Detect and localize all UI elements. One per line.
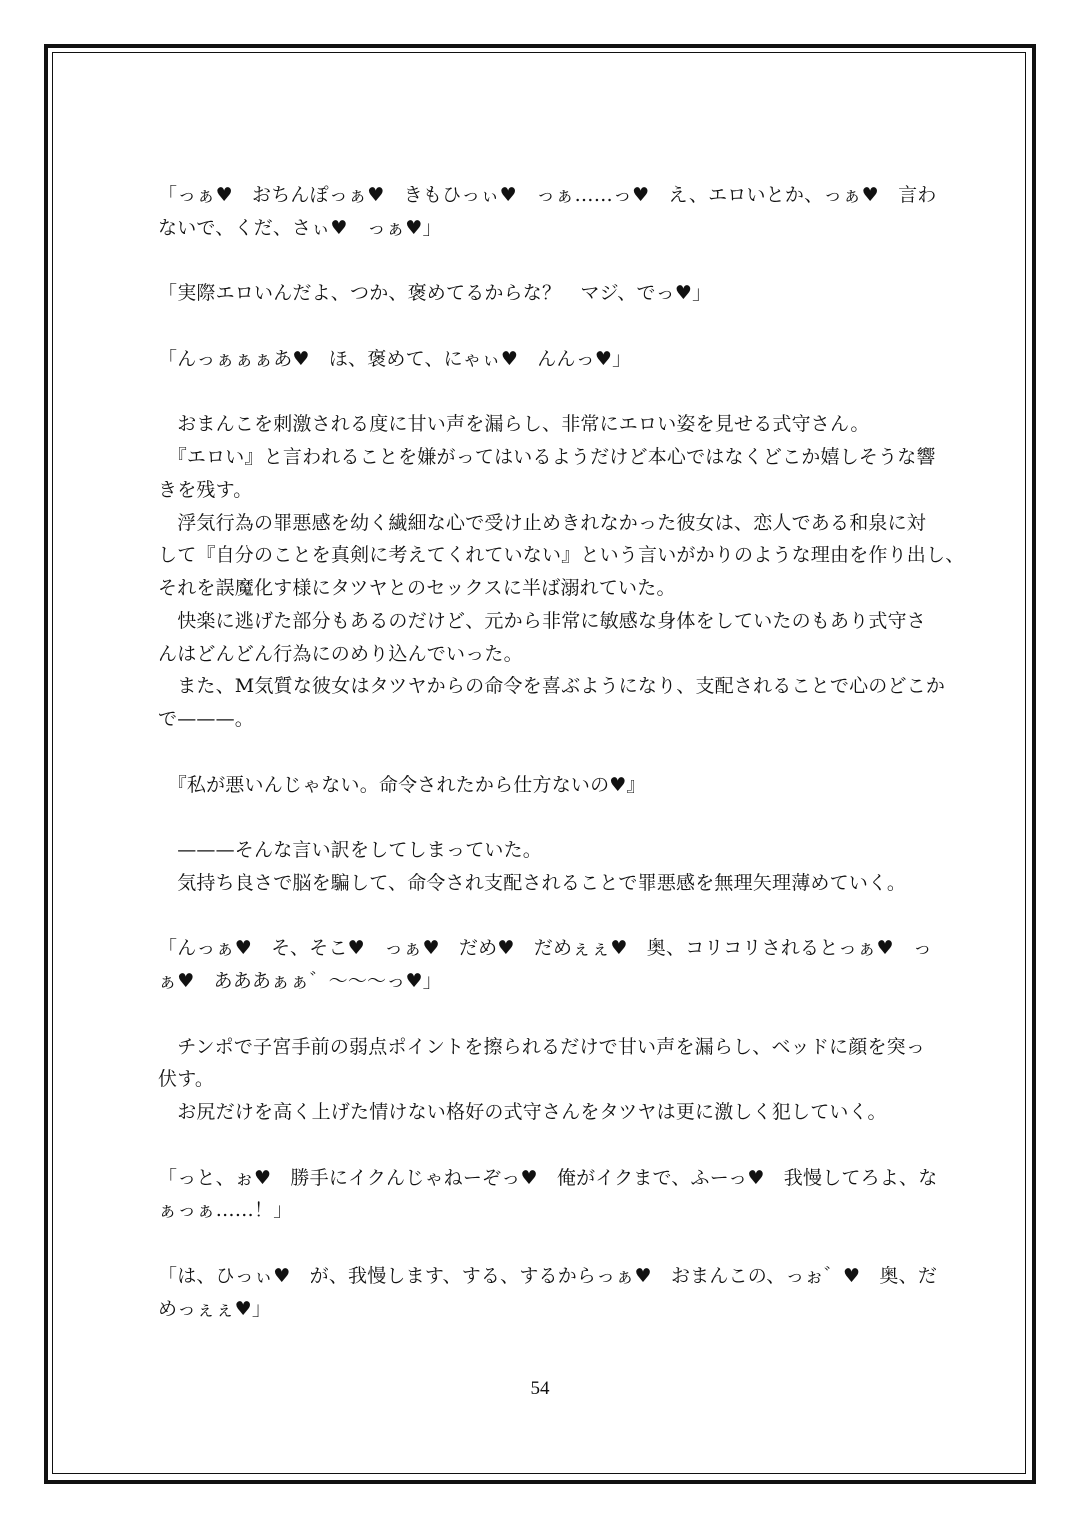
blank-line bbox=[158, 1227, 958, 1260]
text-line: ないで、くだ、さぃ♥ っぁ♥」 bbox=[158, 216, 442, 239]
blank-line bbox=[158, 1129, 958, 1162]
text-line: おまんこを刺激される度に甘い声を漏らし、非常にエロい姿を見せる式守さん。 bbox=[158, 413, 870, 436]
blank-line bbox=[158, 998, 958, 1031]
text-line: 快楽に逃げた部分もあるのだけど、元から非常に敏感な身体をしていたのもあり式守さ bbox=[158, 609, 927, 632]
text-line: 「んっぁ♥ そ、そこ♥ っぁ♥ だめ♥ だめぇぇ♥ 奥、コリコリされるとっぁ♥ っ bbox=[158, 937, 933, 960]
text-line: めっぇぇ♥」 bbox=[158, 1297, 272, 1320]
blank-line bbox=[158, 736, 958, 769]
blank-line bbox=[158, 801, 958, 834]
text-line: 「んっぁぁぁあ♥ ほ、褒めて、にゃぃ♥ んんっ♥」 bbox=[158, 347, 632, 370]
text-line: 伏す。 bbox=[158, 1068, 215, 1091]
text-line: ———そんな言い訳をしてしまっていた。 bbox=[158, 839, 543, 861]
blank-line bbox=[158, 900, 958, 933]
text-line: きを残す。 bbox=[158, 478, 253, 501]
text-line: 『私が悪いんじゃない。命令されたから仕方ないの♥』 bbox=[158, 773, 646, 796]
text-line: 『エロい』と言われることを嫌がってはいるようだけど本心ではなくどこか嬉しそうな響 bbox=[158, 446, 936, 468]
text-line: 「っと、ぉ♥ 勝手にイクんじゃねーぞっ♥ 俺がイクまで、ふーっ♥ 我慢してろよ、な bbox=[158, 1166, 938, 1189]
blank-line bbox=[158, 245, 958, 278]
text-line: 「っぁ♥ おちんぽっぁ♥ きもひっぃ♥ っぁ……っ♥ え、エロいとか、っぁ♥ 言わ bbox=[158, 184, 937, 206]
text-line: ぁ♥ あああぁぁ゛～～～っ♥」 bbox=[158, 970, 442, 992]
text-line: 「実際エロいんだよ、つか、褒めてるからな？ マジ、でっ♥」 bbox=[158, 282, 712, 305]
text-line: 気持ち良さで脳を騙して、命令され支配されることで罪悪感を無理矢理薄めていく。 bbox=[158, 871, 907, 894]
text-line: それを誤魔化す様にタツヤとのセックスに半ば溺れていた。 bbox=[158, 577, 676, 599]
text-line: お尻だけを高く上げた情けない格好の式守さんをタツヤは更に激しく犯していく。 bbox=[158, 1101, 887, 1123]
body-text bbox=[158, 179, 965, 1325]
text-line: して『自分のことを真剣に考えてくれていない』という言いがかりのような理由を作り出し、 bbox=[158, 544, 965, 567]
text-line: んはどんどん行為にのめり込んでいった。 bbox=[158, 642, 523, 665]
text-line: ぁっぁ……！」 bbox=[158, 1199, 293, 1222]
text-line: 「は、ひっぃ♥ が、我慢します、する、するからっぁ♥ おまんこの、っぉ゛♥ 奥、だ bbox=[158, 1264, 938, 1287]
text-line: 浮気行為の罪悪感を幼く繊細な心で受け止めきれなかった彼女は、恋人である和泉に対 bbox=[158, 511, 927, 534]
text-line: チンポで子宮手前の弱点ポイントを擦られるだけで甘い声を漏らし、ベッドに顔を突っ bbox=[158, 1035, 926, 1058]
page-number: 54 bbox=[530, 1378, 550, 1399]
text-line: で———。 bbox=[158, 708, 255, 730]
text-line: また、M気質な彼女はタツヤからの命令を喜ぶようになり、支配されることで心のどこか bbox=[158, 675, 946, 698]
blank-line bbox=[158, 376, 958, 409]
blank-line bbox=[158, 310, 958, 343]
